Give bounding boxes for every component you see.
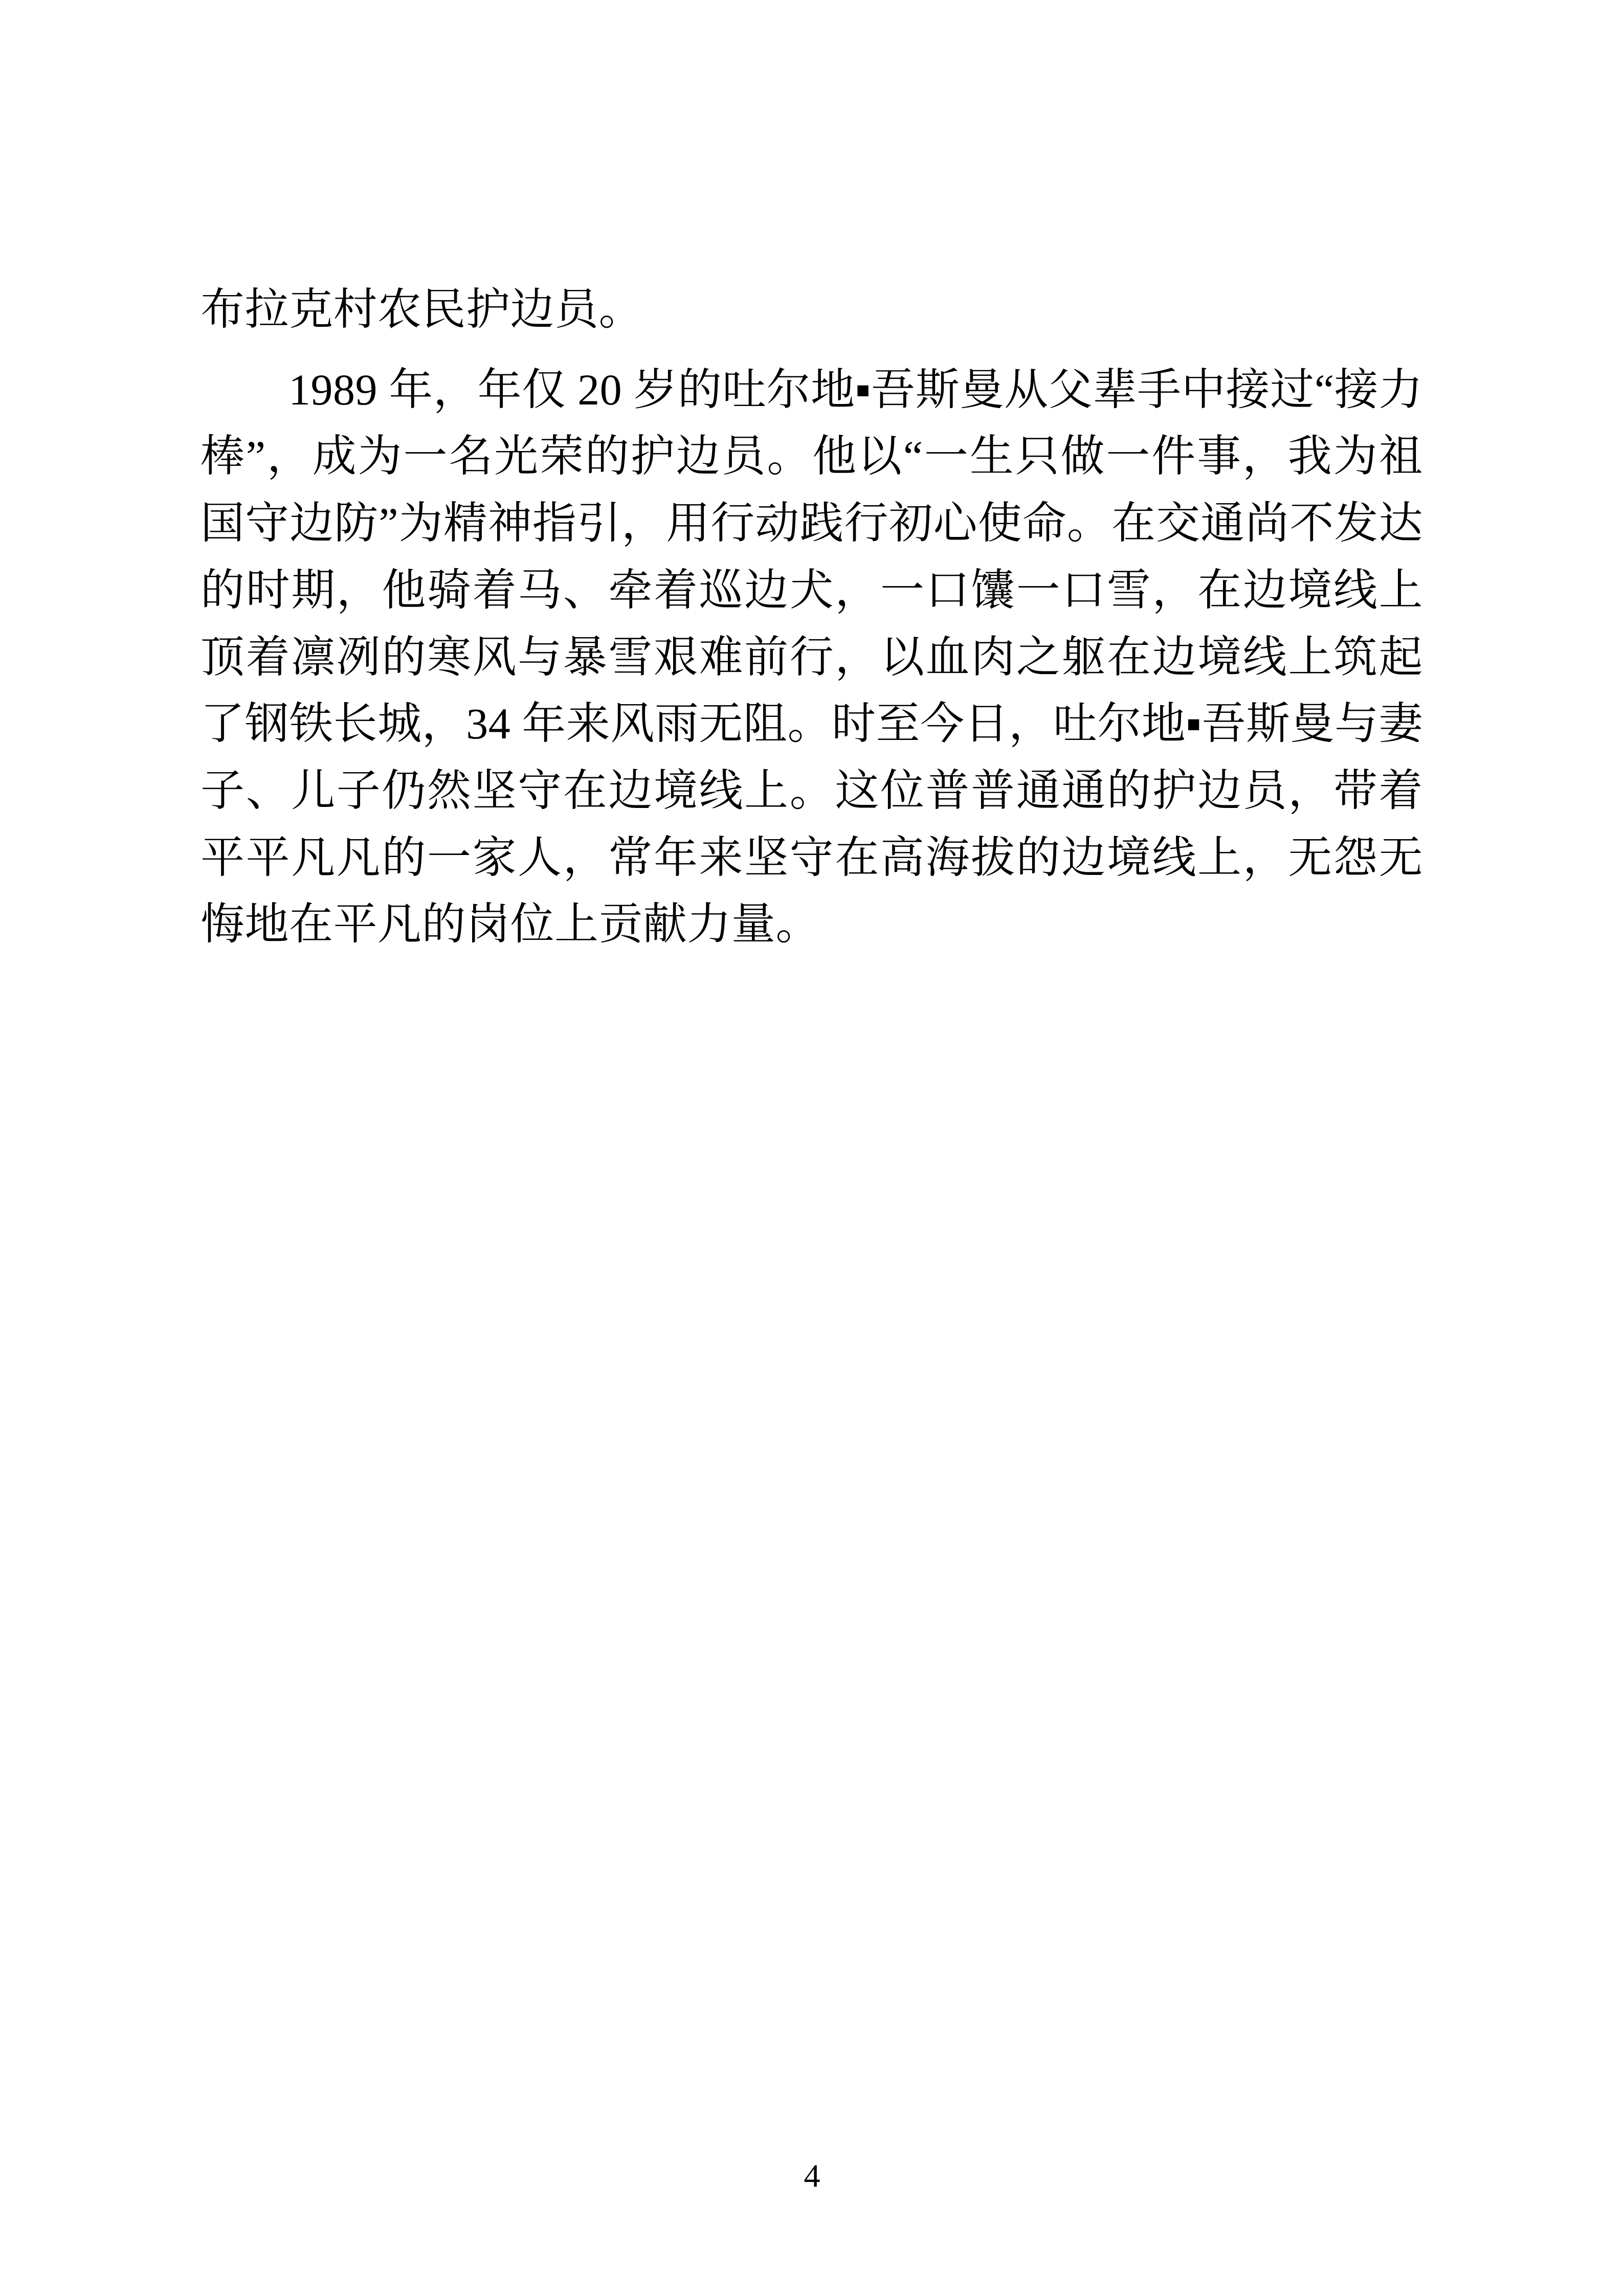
paragraph-1: 布拉克村农民护边员。: [201, 285, 643, 334]
document-body: [201, 276, 1423, 958]
page-number: 4: [804, 2157, 820, 2194]
paragraph-2: 1989 年，年仅 20 岁的吐尔地▪吾斯曼从父辈手中接过“接力棒”，成为一名光荣的护边员。他以“一生只做一件事，我为祖国守边防”为精神指引，用行动践行初心使命。在交通尚不发达的时期，他骑着马、牵着巡边犬，一口馕一口雪，在边境线上顶着凛冽的寒风与暴雪艰难前行，以血肉之躯在边境线上筑起了钢铁长城，34 年来风雨无阻。时至今日，吐尔地▪吾斯曼与妻子、儿子仍然坚守在边境线上。这位普普通通的护边员，带着平平凡凡的一家人，常年来坚守在高海拔的边境线上，无怨无悔地在平凡的岗位上贡献力量。: [201, 365, 1423, 949]
